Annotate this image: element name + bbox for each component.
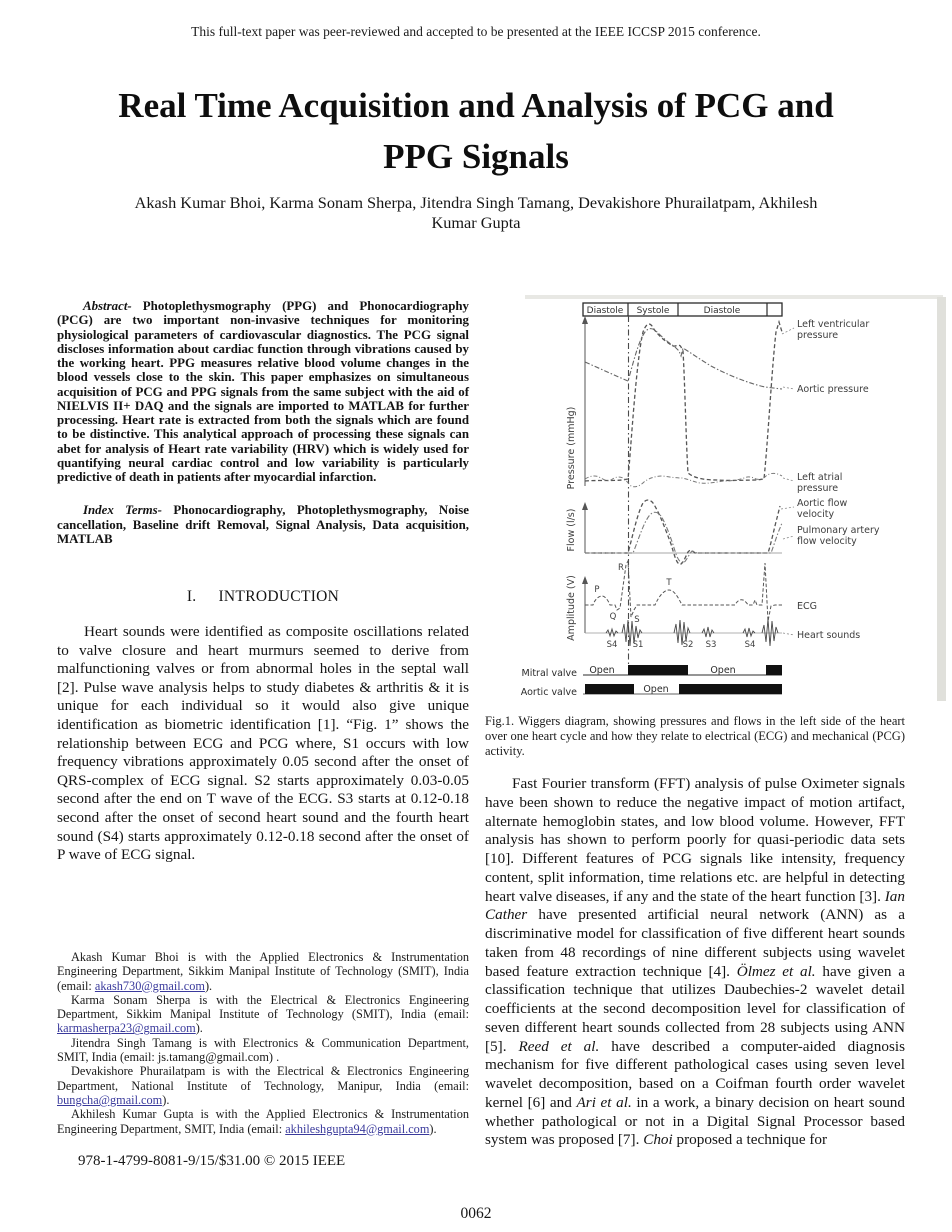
text-segment: Fast Fourier transform (FFT) analysis of pulse Oximeter signals have been shown to reduce the negative impact of motion artifact, alternate hemoglobin states, and low blood volume. However, FFT analysis has shown to perform poorly for quasi-periodic data sets [10]. Different features of PCG signals like intensity, frequency content, split information, time relations etc. are helpful in detecting heart valve diseases, if any and the state of the heart function [3].: [485, 775, 905, 905]
text-segment: in a work, a binary decision on heart sound whether pathological or not in a Digital Signal Processor based system was proposed [7].: [485, 1093, 905, 1149]
s4-burst-1: [606, 629, 618, 636]
text-segment: have described a computer-aided diagnosis mechanism for five different pathological cases using seven level wavelet decomposition, based on a Coifman fourth order wavelet kernel [6] and: [485, 1037, 905, 1111]
phase-label-diastole-1: Diastole: [586, 306, 624, 316]
authors: [76, 193, 876, 233]
authors-line-1: Akash Kumar Bhoi, Karma Sonam Sherpa, Jitendra Singh Tamang, Devakishore Phurailatpam, Akhilesh: [134, 193, 818, 212]
text-segment: Akash Kumar Bhoi is with the Applied Electronics & Instrumentation Engineering Department, Sikkim Manipal Institute of Technology (SMIT), India (email:: [57, 950, 469, 993]
left-column: [57, 299, 469, 865]
pressure-axis-arrow: [582, 316, 588, 324]
title-line-2: PPG Signals: [383, 137, 569, 176]
figure-1-caption: Fig.1. Wiggers diagram, showing pressures and flows in the left side of the heart over one heart cycle and how they relate to electrical (ECG) and mechanical (PCG) activity.: [485, 714, 905, 758]
leader-lv: [782, 328, 794, 334]
aortic-closed-bar-1: [585, 684, 634, 694]
text-segment: Akhilesh Kumar Gupta is with the Applied Electronics & Instrumentation Engineering Department, SMIT, India (email:: [57, 1107, 469, 1136]
sound-label-s2: S2: [682, 640, 694, 650]
ecg-label: ECG: [797, 601, 817, 612]
aortic-pressure-label: Aortic pressure: [797, 384, 869, 395]
index-terms-text: Phonocardiography, Photoplethysmography, Noise cancellation, Baseline drift Removal, Signal Analysis, Data acquisition, MATLAB: [57, 503, 469, 546]
left-atrial-label-2: pressure: [797, 483, 839, 494]
text-segment: ).: [195, 1021, 203, 1036]
pulmonary-flow-label-2: flow velocity: [797, 536, 857, 547]
flow-axis-arrow: [582, 502, 588, 510]
italic-text-segment: Ari et al.: [576, 1093, 632, 1111]
text-segment: ).: [429, 1121, 437, 1136]
sound-label-s4-1: S4: [606, 640, 618, 650]
footnote: [57, 950, 469, 993]
section-heading-introduction: [57, 588, 469, 606]
mitral-open-label-1: Open: [589, 665, 615, 676]
pressure-axis-label: Pressure (mmHg): [566, 406, 577, 490]
header-note: This full-text paper was peer-reviewed and accepted to be presented at the IEEE ICCSP 2015 conference.: [191, 24, 761, 39]
index-terms: [57, 503, 469, 546]
aortic-flow-label-2: velocity: [797, 509, 835, 520]
abstract-label: Abstract-: [83, 299, 132, 313]
figure-1-wiggers-diagram: [485, 290, 950, 710]
lv-pressure-label-1: Left ventricular: [797, 319, 870, 330]
introduction-paragraph: Heart sounds were identified as composite oscillations related to valve closure and heart murmurs seemed to derive from malfunctioning valves or from abnormal holes in the septal wall [2]. Pulse wave analysis helps to study diabetes & arthritis & it is unique for each individual so it would also give unique identification as biometric identification [1]. “Fig. 1” shows the relationship between ECG and PCG where, S1 occurs with low frequency vibrations approximately 0.05 second after the onset of QRS-complex of ECG signal. S2 starts approximately 0.03-0.05 second after the end on T wave of the ECG. S3 starts at 0.12-0.18 second after the onset of second heart sound and the fourth heart sound (S4) starts approximately 0.12-0.18 second after the onset of P wave of ECG signal.: [57, 623, 469, 864]
text-segment: have presented artificial neural network (ANN) as a discriminative model for classification of five different heart sounds taken from 48 recordings of nine different subjects using wavelet based feature extraction technique [4].: [485, 906, 905, 980]
s3-burst: [702, 627, 714, 637]
amplitude-axis-arrow: [582, 576, 588, 584]
footnote: [57, 1064, 469, 1107]
ecg-p-label: P: [594, 585, 600, 595]
sound-label-s1: S1: [632, 640, 644, 650]
abstract-text: Photoplethysmography (PPG) and Phonocardiography (PCG) are two important non-invasive techniques for monitoring physiological parameters of cardiovascular diagnostics. The PCG signal discloses information about cardiac function through vibrations caused by the working heart. PPG measures relative blood volume changes in the blood vessels close to the skin. This paper emphasizes on simultaneous acquisition of PCG and PPG signals from the same subject with the aid of NIELVIS II+ DAQ and the signals are imported to MATLAB for further processing. Heart rate is extracted from both the signals which are found to be distinctive. This analytical approach of processing these signals can abet for analysis of Heart rate variability (HRV) which is widely used for quantifying neural cardiac control and low variability is particularly predictive of death in patients after myocardial infarction.: [57, 299, 469, 484]
leader-aortic: [783, 387, 794, 389]
email-link[interactable]: akhileshgupta94@gmail.com: [285, 1121, 430, 1136]
section-title: INTRODUCTION: [218, 588, 340, 605]
pulmonary-flow-curve: [585, 512, 782, 563]
scan-smudge-right: [937, 297, 946, 701]
right-column-paragraph: [485, 775, 905, 1150]
italic-text-segment: Ölmez et al.: [736, 962, 816, 980]
text-segment: ).: [204, 978, 213, 993]
copyright-line: 978-1-4799-8081-9/15/$31.00 © 2015 IEEE: [78, 1153, 346, 1169]
sound-label-s3: S3: [705, 640, 717, 650]
lv-pressure-label-2: pressure: [797, 330, 839, 341]
sound-label-s4-2: S4: [744, 640, 756, 650]
flow-axis-label: Flow (l/s): [566, 508, 577, 552]
footnote: [57, 1036, 469, 1065]
footnote: [57, 1107, 469, 1136]
section-numeral: I.: [186, 588, 197, 605]
text-segment: Karma Sonam Sherpa is with the Electrical & Electronics Engineering Department, Sikkim Manipal Institute of Technology (SMIT), India (email:: [57, 992, 469, 1022]
text-segment: Devakishore Phurailatpam is with the Electrical & Electronics Engineering Department, National Institute of Technology, Manipur, India (email:: [57, 1064, 469, 1093]
authors-line-2: Kumar Gupta: [431, 213, 521, 232]
footnotes: [57, 950, 469, 1136]
leader-aortic-flow: [781, 507, 794, 509]
s4-burst-2: [743, 628, 755, 637]
text-segment: proposed a technique for: [672, 1131, 828, 1149]
left-atrial-label-1: Left atrial: [797, 472, 843, 483]
leader-heart-sounds: [783, 633, 794, 635]
mitral-valve-label: Mitral valve: [521, 668, 577, 679]
text-segment: Jitendra Singh Tamang is with Electronics & Communication Department, SMIT, India (email: js.tamang@gmail.com) .: [57, 1035, 469, 1065]
title-line-1: Real Time Acquisition and Analysis of PCG and: [118, 86, 834, 125]
lv-pressure-curve: [585, 322, 782, 481]
abstract: [57, 299, 469, 484]
phase-label-systole: Systole: [636, 306, 670, 316]
email-link[interactable]: karmasherpa23@gmail.com: [57, 1021, 196, 1036]
aortic-valve-label: Aortic valve: [520, 687, 577, 698]
leader-pulmonary: [783, 536, 794, 539]
ecg-q-label: Q: [609, 612, 617, 622]
heart-sounds-label: Heart sounds: [797, 630, 861, 641]
s1-burst-2: [762, 619, 778, 646]
email-link[interactable]: bungcha@gmail.com: [57, 1092, 163, 1107]
aortic-closed-bar-2: [679, 684, 782, 694]
footnote: [57, 993, 469, 1036]
aortic-open-label: Open: [643, 684, 669, 695]
scan-smudge-top: [525, 295, 943, 299]
mitral-open-label-2: Open: [710, 665, 736, 676]
italic-text-segment: Ian Cather: [485, 887, 905, 924]
italic-text-segment: Choi: [643, 1131, 673, 1149]
phase-label-diastole-2: Diastole: [703, 306, 741, 316]
amplitude-axis-label: Amplitude (V): [566, 575, 577, 641]
ecg-r-label: R: [618, 563, 624, 573]
page-title: [66, 80, 886, 182]
email-link[interactable]: akash730@gmail.com: [94, 978, 205, 993]
text-segment: ).: [162, 1092, 170, 1107]
aortic-flow-curve: [585, 500, 780, 564]
aortic-flow-label-1: Aortic flow: [797, 498, 848, 509]
ecg-t-label: T: [666, 578, 672, 588]
mitral-closed-bar-1: [628, 665, 688, 675]
leader-la: [783, 478, 794, 481]
italic-text-segment: Reed et al.: [518, 1037, 600, 1055]
text-segment: have given a classification technique that utilizes Daubechies-2 wavelet detail coefficients at the second decomposition level for classification of seven different heart sounds collected from 28 subjects using ANN [5].: [485, 962, 905, 1055]
wiggers-diagram-svg: [485, 290, 950, 710]
ecg-s-label: S: [634, 615, 640, 625]
right-column: [485, 290, 905, 1150]
mitral-closed-bar-2: [766, 665, 782, 675]
page-number: 0062: [460, 1205, 492, 1222]
pulmonary-flow-label-1: Pulmonary artery: [797, 525, 880, 536]
index-terms-label: Index Terms-: [83, 503, 162, 518]
